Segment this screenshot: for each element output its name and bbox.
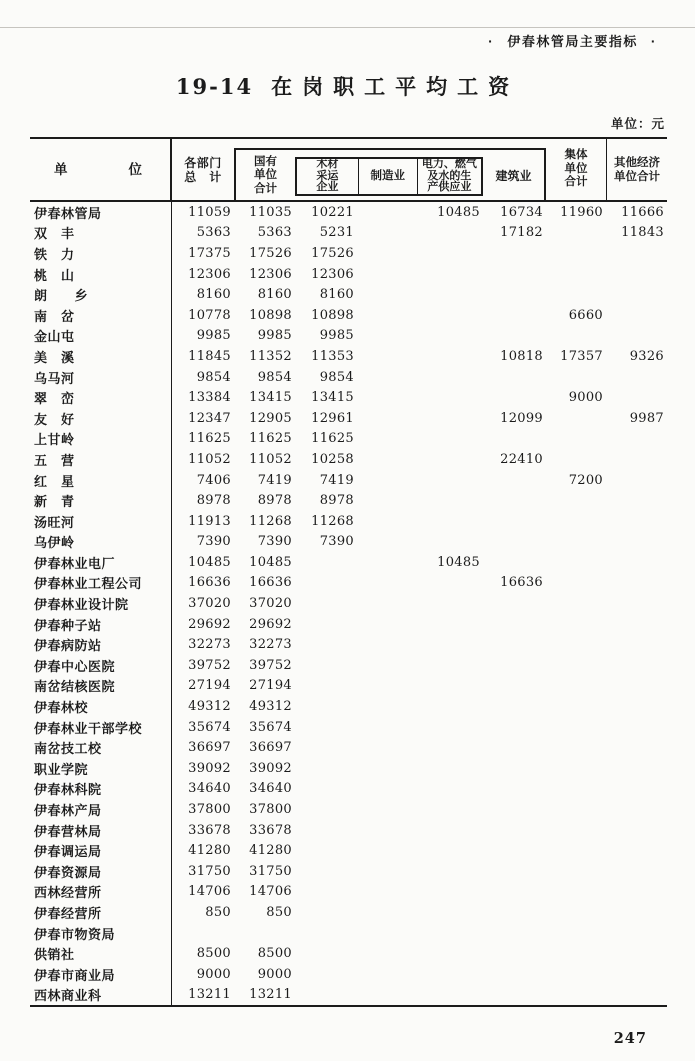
cell-collective: 11960 [560,204,603,220]
cell-state-total: 9854 [257,369,292,385]
cell-state-total: 37020 [249,596,292,612]
cell-collective: 6660 [568,307,603,323]
cell-state-total: 10898 [249,307,292,323]
cell-state-total: 41280 [249,843,292,859]
cell-timber: 5231 [319,225,354,241]
table-row [30,696,667,717]
row-label: 伊春营林局 [30,820,172,841]
cell-dept-total: 11913 [188,513,231,529]
table-row [30,779,667,800]
cell-state-total: 850 [266,904,292,920]
state-owned-group-box [234,148,546,202]
row-label: 金山屯 [30,326,172,347]
cell-dept-total: 27194 [188,678,231,694]
page-number: 247 [613,1030,647,1047]
cell-dept-total: 37020 [188,596,231,612]
cell-utilities: 10485 [437,204,480,220]
row-label: 新 青 [30,490,172,511]
table-header [30,139,667,202]
row-label: 双 丰 [30,223,172,244]
cell-timber: 11625 [311,431,354,447]
cell-dept-total: 14706 [188,884,231,900]
table-row [30,305,667,326]
cell-timber: 9985 [319,328,354,344]
row-label: 伊春市商业局 [30,964,172,985]
cell-state-total: 7419 [257,472,292,488]
page-top-rule [0,27,695,28]
table-row [30,202,667,223]
table-row [30,923,667,944]
table-row [30,243,667,264]
cell-dept-total: 7406 [196,472,231,488]
table-body [30,202,667,1005]
table-row [30,408,667,429]
running-head-dot-left: · [488,32,495,49]
cell-state-total: 16636 [249,575,292,591]
table-row [30,264,667,285]
cell-dept-total: 33678 [188,822,231,838]
cell-dept-total: 13211 [188,987,231,1003]
table-row [30,861,667,882]
cell-state-total: 10485 [249,554,292,570]
cell-timber: 12306 [311,266,354,282]
cell-other-economy: 9987 [629,410,664,426]
table-row [30,985,667,1006]
cell-timber: 11268 [311,513,354,529]
cell-utilities: 10485 [437,554,480,570]
cell-dept-total: 35674 [188,719,231,735]
table-row [30,717,667,738]
row-label: 供销社 [30,943,172,964]
row-label: 友 好 [30,408,172,429]
table-row [30,676,667,697]
cell-dept-total: 31750 [188,863,231,879]
table-row [30,367,667,388]
cell-construction: 10818 [500,348,543,364]
unit-note: 单位：元 [610,117,665,131]
table-row [30,882,667,903]
cell-dept-total: 5363 [196,225,231,241]
cell-collective: 9000 [568,390,603,406]
cell-dept-total: 32273 [188,637,231,653]
cell-dept-total: 11625 [188,431,231,447]
table-row [30,470,667,491]
row-label: 伊春林产局 [30,799,172,820]
running-head-text: 伊春林管局主要指标 [507,34,638,49]
cell-state-total: 11352 [249,348,292,364]
table-row [30,758,667,779]
row-label: 西林商业科 [30,985,172,1006]
row-label: 伊春市物资局 [30,923,172,944]
cell-state-total: 27194 [249,678,292,694]
col-header-utilities: 电力、燃气 及水的生 产供应业 [417,159,481,194]
cell-state-total: 8978 [257,493,292,509]
cell-timber: 11353 [311,348,354,364]
row-label: 伊春调运局 [30,840,172,861]
cell-dept-total: 10778 [188,307,231,323]
cell-state-total: 13415 [249,390,292,406]
cell-timber: 10221 [311,204,354,220]
col-header-dept-total: 各部门 总 计 [184,155,222,184]
cell-construction: 16734 [500,204,543,220]
cell-dept-total: 9000 [196,966,231,982]
row-label: 铁 力 [30,243,172,264]
cell-timber: 8160 [319,287,354,303]
row-label: 伊春种子站 [30,614,172,635]
table-row [30,614,667,635]
row-label: 上甘岭 [30,429,172,450]
cell-timber: 17526 [311,245,354,261]
row-label: 伊春病防站 [30,634,172,655]
cell-timber: 13415 [311,390,354,406]
table-row [30,552,667,573]
row-label: 朗 乡 [30,284,172,305]
row-label: 桃 山 [30,264,172,285]
cell-dept-total: 49312 [188,699,231,715]
col-header-collective: 集体 单位 合计 [564,149,588,189]
cell-dept-total: 39092 [188,760,231,776]
col-header-other-economy: 其他经济 单位合计 [606,139,667,200]
industry-subgroup-box [295,157,483,196]
cell-collective: 7200 [568,472,603,488]
cell-state-total: 11268 [249,513,292,529]
cell-dept-total: 12306 [188,266,231,282]
cell-state-total: 8500 [257,946,292,962]
cell-timber: 9854 [319,369,354,385]
row-label: 南岔技工校 [30,737,172,758]
cell-state-total: 5363 [257,225,292,241]
row-label: 五 营 [30,449,172,470]
cell-state-total: 9985 [257,328,292,344]
cell-state-total: 17526 [249,245,292,261]
cell-state-total: 9000 [257,966,292,982]
cell-dept-total: 37800 [188,802,231,818]
col-header-timber: 木材 采运 企业 [316,158,339,194]
row-label: 美 溪 [30,346,172,367]
row-label: 伊春林科院 [30,779,172,800]
cell-dept-total: 12347 [188,410,231,426]
cell-state-total: 11035 [249,204,292,220]
col-header-unit [30,139,172,200]
cell-dept-total: 9985 [196,328,231,344]
cell-dept-total: 36697 [188,740,231,756]
cell-dept-total: 13384 [188,390,231,406]
cell-state-total: 11052 [249,451,292,467]
cell-state-total: 49312 [249,699,292,715]
unit-header-left: 单 [54,161,68,177]
table-row [30,573,667,594]
cell-dept-total: 17375 [188,245,231,261]
cell-state-total: 13211 [249,987,292,1003]
cell-timber: 10898 [311,307,354,323]
cell-dept-total: 34640 [188,781,231,797]
table-row [30,655,667,676]
row-label: 汤旺河 [30,511,172,532]
table-row [30,511,667,532]
cell-state-total: 11625 [249,431,292,447]
cell-dept-total: 11059 [188,204,231,220]
page-title [0,71,695,101]
cell-dept-total: 8978 [196,493,231,509]
row-label: 伊春林校 [30,696,172,717]
row-label: 伊春经营所 [30,902,172,923]
table-row [30,223,667,244]
table-row [30,820,667,841]
row-label: 翠 峦 [30,387,172,408]
cell-state-total: 36697 [249,740,292,756]
cell-other-economy: 11666 [621,204,664,220]
unit-header-right: 位 [128,161,142,177]
cell-dept-total: 9854 [196,369,231,385]
table-row [30,429,667,450]
cell-construction: 22410 [500,451,543,467]
table-row [30,449,667,470]
cell-state-total: 7390 [257,534,292,550]
cell-state-total: 32273 [249,637,292,653]
cell-state-total: 29692 [249,616,292,632]
running-head [488,31,657,50]
running-head-dot-right: · [650,32,657,49]
table-row [30,326,667,347]
cell-dept-total: 10485 [188,554,231,570]
cell-dept-total: 16636 [188,575,231,591]
cell-timber: 12961 [311,410,354,426]
cell-state-total: 39092 [249,760,292,776]
table-row [30,387,667,408]
row-label: 红 星 [30,470,172,491]
cell-state-total: 37800 [249,802,292,818]
table-title-text: 在岗职工平均工资 [271,76,520,99]
table-row [30,532,667,553]
table-row [30,490,667,511]
row-label: 南岔结核医院 [30,676,172,697]
cell-timber: 7419 [319,472,354,488]
cell-state-total: 34640 [249,781,292,797]
cell-state-total: 14706 [249,884,292,900]
table-row [30,964,667,985]
row-label: 西林经营所 [30,882,172,903]
cell-timber: 10258 [311,451,354,467]
cell-state-total: 35674 [249,719,292,735]
cell-collective: 17357 [560,348,603,364]
col-header-construction: 建筑业 [495,169,532,183]
table-row [30,737,667,758]
cell-other-economy: 9326 [629,348,664,364]
row-label: 伊春林业设计院 [30,593,172,614]
cell-dept-total: 11845 [188,348,231,364]
cell-state-total: 8160 [257,287,292,303]
table-row [30,593,667,614]
table-row [30,840,667,861]
row-label: 伊春林业电厂 [30,552,172,573]
table-number: 19-14 [175,74,254,99]
cell-dept-total: 8160 [196,287,231,303]
table-row [30,284,667,305]
cell-construction: 12099 [500,410,543,426]
table-row [30,346,667,367]
cell-state-total: 33678 [249,822,292,838]
table-row [30,902,667,923]
table-row [30,799,667,820]
row-label: 伊春林业工程公司 [30,573,172,594]
row-label: 伊春林业干部学校 [30,717,172,738]
col-header-manufacturing: 制造业 [358,159,417,194]
cell-timber: 8978 [319,493,354,509]
table-row [30,634,667,655]
cell-dept-total: 41280 [188,843,231,859]
cell-dept-total: 39752 [188,657,231,673]
row-label: 南 岔 [30,305,172,326]
cell-other-economy: 11843 [621,225,664,241]
cell-state-total: 12905 [249,410,292,426]
row-label: 乌伊岭 [30,532,172,553]
cell-state-total: 39752 [249,657,292,673]
row-label: 伊春资源局 [30,861,172,882]
cell-construction: 17182 [500,225,543,241]
cell-dept-total: 8500 [196,946,231,962]
row-label: 乌马河 [30,367,172,388]
row-label: 职业学院 [30,758,172,779]
cell-dept-total: 7390 [196,534,231,550]
col-header-state-total: 国有 单位 合计 [254,155,277,195]
table-row [30,943,667,964]
wage-table [30,137,667,1007]
cell-dept-total: 29692 [188,616,231,632]
cell-construction: 16636 [500,575,543,591]
row-label: 伊春中心医院 [30,655,172,676]
cell-timber: 7390 [319,534,354,550]
cell-dept-total: 850 [205,904,231,920]
cell-dept-total: 11052 [188,451,231,467]
cell-state-total: 12306 [249,266,292,282]
cell-state-total: 31750 [249,863,292,879]
row-label: 伊春林管局 [30,202,172,223]
